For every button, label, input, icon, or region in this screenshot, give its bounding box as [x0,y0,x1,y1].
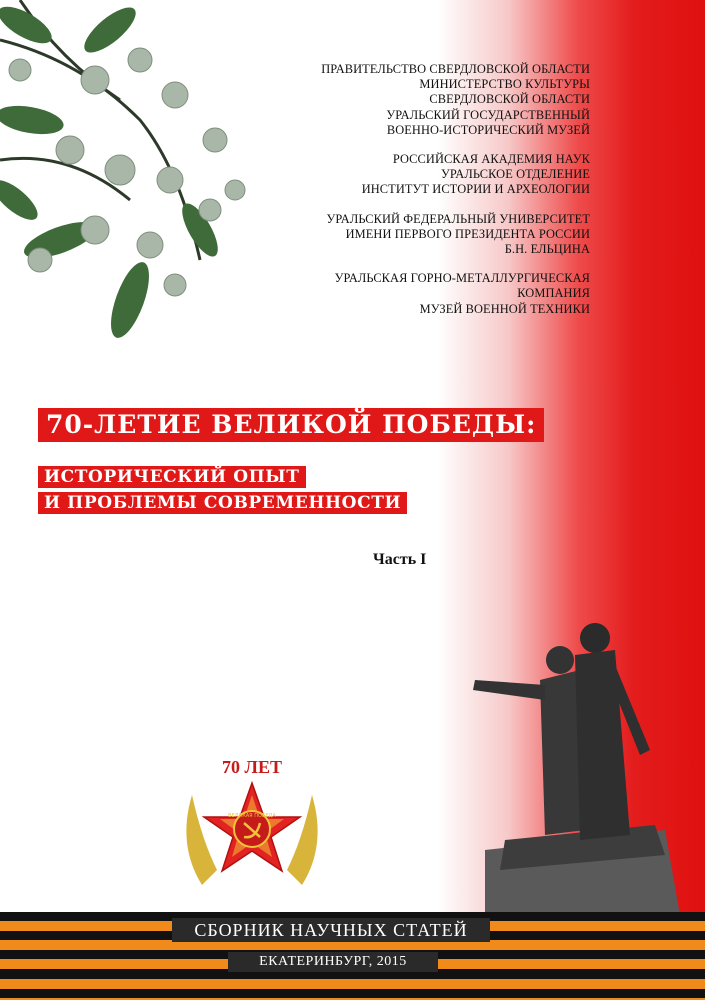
flower-branch-image [0,0,270,350]
book-subtitle-line1: ИСТОРИЧЕСКИЙ ОПЫТ [38,466,306,488]
organizer-line: СВЕРДЛОВСКОЙ ОБЛАСТИ [429,92,590,107]
organizer-line: Б.Н. ЕЛЬЦИНА [504,242,590,257]
organizer-line: УРАЛЬСКОЕ ОТДЕЛЕНИЕ [441,167,590,182]
organizer-line: ИМЕНИ ПЕРВОГО ПРЕЗИДЕНТА РОССИИ [345,226,590,241]
organizer-line: МУЗЕЙ ВОЕННОЙ ТЕХНИКИ [419,301,590,316]
book-title: 70-ЛЕТИЕ ВЕЛИКОЙ ПОБЕДЫ: [38,408,544,442]
organizers-list [321,62,590,331]
collection-label: СБОРНИК НАУЧНЫХ СТАТЕЙ [172,918,490,942]
organizer-line: ИНСТИТУТ ИСТОРИИ И АРХЕОЛОГИИ [361,182,590,197]
emblem-70-label: 70 ЛЕТ [222,757,282,777]
70-years-victory-emblem [172,745,332,905]
organizer-line: КОМПАНИЯ [517,286,590,301]
organizer-line: УРАЛЬСКИЙ ГОСУДАРСТВЕННЫЙ [386,107,590,122]
book-subtitle-line2: И ПРОБЛЕМЫ СОВРЕМЕННОСТИ [38,492,407,514]
organizer-line: УРАЛЬСКИЙ ФЕДЕРАЛЬНЫЙ УНИВЕРСИТЕТ [326,211,590,226]
organizer-group [321,62,590,138]
city-year-label: ЕКАТЕРИНБУРГ, 2015 [228,952,438,972]
emblem-ribbon-label: ВЕЛИКАЯ ПОБЕДА [228,813,276,819]
organizer-line: ПРАВИТЕЛЬСТВО СВЕРДЛОВСКОЙ ОБЛАСТИ [321,62,590,76]
organizer-group [321,212,590,258]
st-george-ribbon-bottom [0,970,705,1000]
organizer-line: УРАЛЬСКАЯ ГОРНО-МЕТАЛЛУРГИЧЕСКАЯ [334,271,590,286]
organizer-line: РОССИЙСКАЯ АКАДЕМИЯ НАУК [392,152,590,167]
part-label: Часть I [373,551,427,568]
organizer-line: МИНИСТЕРСТВО КУЛЬТУРЫ [419,77,590,92]
organizer-group [321,271,590,317]
organizer-group [321,152,590,198]
organizer-line: ВОЕННО-ИСТОРИЧЕСКИЙ МУЗЕЙ [386,122,590,137]
